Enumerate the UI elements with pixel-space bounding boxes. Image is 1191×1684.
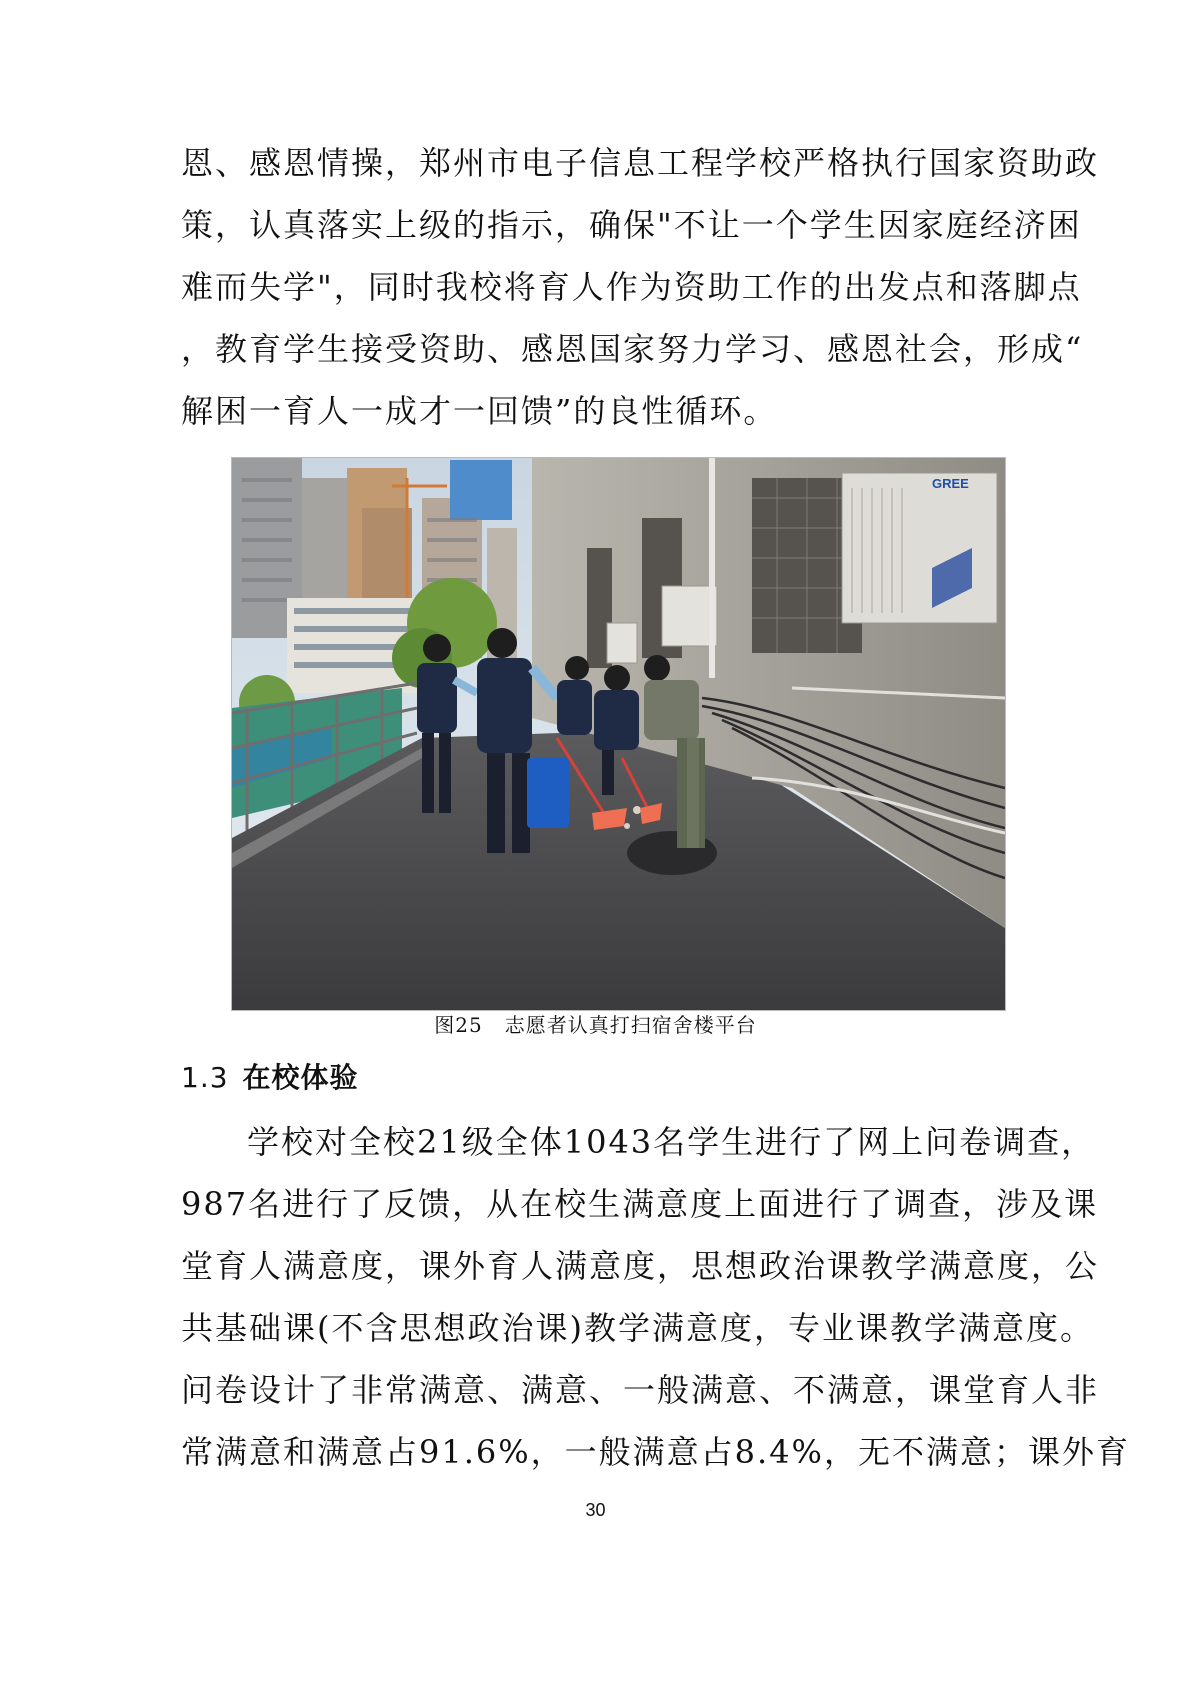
section-title: 在校体验 <box>242 1061 359 1094</box>
paragraph-line: 堂育人满意度，课外育人满意度，思想政治课教学满意度，公 <box>181 1247 1100 1285</box>
section-heading <box>181 1056 359 1100</box>
paragraph-line: 学校对全校21级全体1043名学生进行了网上问卷调查， <box>247 1123 1096 1161</box>
paragraph-line: 共基础课(不含思想政治课)教学满意度，专业课教学满意度。 <box>181 1309 1094 1347</box>
photo-illustration <box>232 458 1005 1010</box>
paragraph-line: 策，认真落实上级的指示，确保"不让一个学生因家庭经济困 <box>181 206 1082 244</box>
paragraph-line: 常满意和满意占91.6%，一般满意占8.4%，无不满意；课外育 <box>181 1433 1130 1471</box>
paragraph-line: ，教育学生接受资助、感恩国家努力学习、感恩社会，形成“ <box>181 330 1084 368</box>
paragraph-line: 难而失学"，同时我校将育人作为资助工作的出发点和落脚点 <box>181 268 1082 306</box>
section-number: 1.3 <box>181 1061 229 1094</box>
ac-brand-logo: GREE <box>932 476 969 491</box>
paragraph-line: 987名进行了反馈，从在校生满意度上面进行了调查，涉及课 <box>181 1185 1099 1223</box>
paragraph-line: 问卷设计了非常满意、满意、一般满意、不满意，课堂育人非 <box>181 1371 1100 1409</box>
figure-caption <box>0 1010 1191 1040</box>
paragraph-survey <box>181 1111 1130 1483</box>
page-number: 30 <box>585 1500 606 1520</box>
paragraph-line: 恩、感恩情操，郑州市电子信息工程学校严格执行国家资助政 <box>181 144 1100 182</box>
figure-label: 图25 <box>434 1013 483 1037</box>
paragraph-intro <box>181 132 1100 442</box>
paragraph-line: 解困一育人一成才一回馈”的良性循环。 <box>181 392 778 430</box>
figure-caption-text: 志愿者认真打扫宿舍楼平台 <box>504 1013 757 1037</box>
volunteer-cleaning-photo <box>231 457 1006 1011</box>
